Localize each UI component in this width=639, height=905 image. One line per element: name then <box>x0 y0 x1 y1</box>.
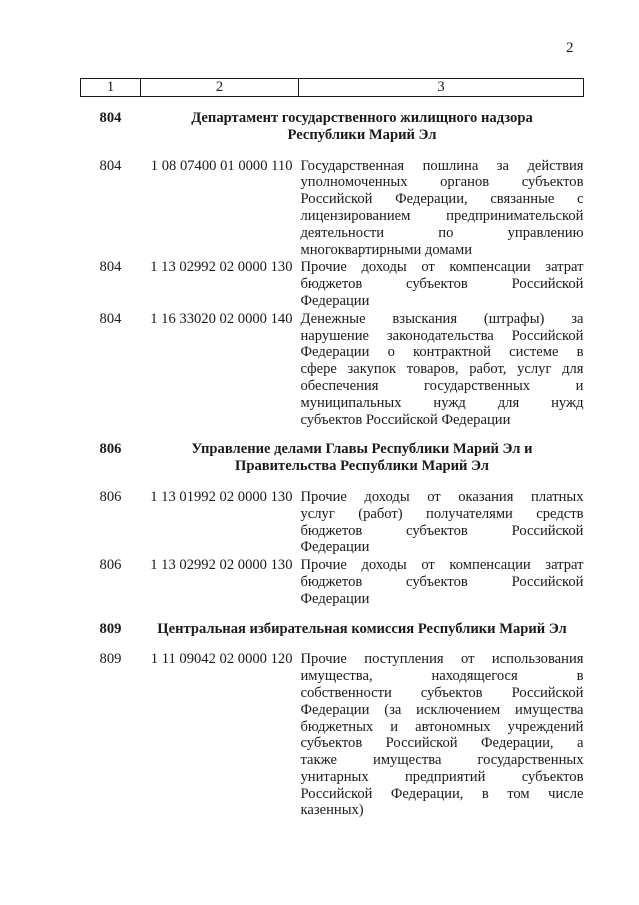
table-header-row <box>81 79 584 97</box>
group-title <box>141 429 584 489</box>
revenue-code-cell: 1 13 02992 02 0000 130 <box>150 259 293 276</box>
page-number: 2 <box>566 40 574 56</box>
revenue-code-cell: 1 13 01992 02 0000 130 <box>150 488 293 505</box>
description-line: Федерации <box>300 590 370 607</box>
group-title-line: Республики Марий Эл <box>287 126 437 143</box>
description-line: Прочие поступления от использования <box>300 651 584 668</box>
description-line: Федерации <box>300 292 370 309</box>
description-line: бюджетных и автономных учреждений <box>300 718 584 735</box>
column-header-1: 1 <box>81 79 141 97</box>
group-header-row <box>81 609 584 652</box>
description-line: Прочие доходы от компенсации затрат <box>300 557 584 574</box>
description-line: уполномоченных органов субъектов <box>300 174 584 191</box>
table-row <box>81 259 584 310</box>
description-line: Российской Федерации, в том числе <box>300 785 584 802</box>
description-line: Прочие доходы от оказания платных <box>300 488 584 505</box>
table-row <box>81 158 584 260</box>
description-line: обеспечения государственных и <box>300 377 584 394</box>
description-line: Федерации <box>300 539 370 556</box>
description-line: муниципальных нужд для нужд <box>300 394 584 411</box>
description-cell <box>299 489 584 557</box>
group-title <box>141 609 584 652</box>
description-line: деятельности по управлению <box>300 224 584 241</box>
column-header-2: 2 <box>141 79 299 97</box>
group-admin-code: 804 <box>99 110 122 126</box>
description-line: Государственная пошлина за действия <box>300 157 584 174</box>
group-title-line: Управление делами Главы Республики Марий Эл и <box>191 441 533 458</box>
group-header-row <box>81 97 584 158</box>
table-row <box>81 311 584 430</box>
description-line: услуг (работ) получателями средств <box>300 505 584 522</box>
admin-code-cell: 806 <box>99 488 122 505</box>
admin-code-cell: 809 <box>99 651 122 668</box>
group-title-line: Правительства Республики Марий Эл <box>235 458 489 475</box>
column-header-3: 3 <box>299 79 584 97</box>
admin-code-cell: 804 <box>99 157 122 174</box>
table-row <box>81 489 584 557</box>
table-row <box>81 557 584 608</box>
admin-code-cell: 806 <box>99 557 122 574</box>
group-title-line: Департамент государственного жилищного надзора <box>191 110 533 126</box>
description-line: лицензированием предпринимательской <box>300 207 584 224</box>
revenue-code-cell: 1 08 07400 01 0000 110 <box>150 157 293 174</box>
description-line: многоквартирными домами <box>300 241 473 258</box>
description-cell <box>299 311 584 430</box>
table-row <box>81 651 584 820</box>
admin-code-cell: 804 <box>99 259 122 276</box>
group-admin-code: 809 <box>99 620 122 637</box>
description-line: Прочие доходы от компенсации затрат <box>300 259 584 276</box>
description-line: также имущества государственных <box>300 752 584 769</box>
description-line: унитарных предприятий субъектов <box>300 768 584 785</box>
description-line: Федерации (за исключением имущества <box>300 701 584 718</box>
description-line: Российской Федерации, связанные с <box>300 191 584 208</box>
admin-code-cell: 804 <box>99 310 122 327</box>
description-line: Федерации о контрактной системе в <box>300 344 584 361</box>
revenue-code-cell: 1 13 02992 02 0000 130 <box>150 557 293 574</box>
description-line: казенных) <box>300 802 364 819</box>
description-line: бюджетов субъектов Российской <box>300 573 584 590</box>
revenue-code-cell: 1 11 09042 02 0000 120 <box>150 651 293 668</box>
description-line: субъектов Российской Федерации <box>300 411 511 428</box>
group-title-line: Центральная избирательная комиссия Республики Марий Эл <box>157 620 567 637</box>
group-title <box>141 97 584 158</box>
revenue-codes-table <box>80 78 584 820</box>
description-cell <box>299 651 584 820</box>
description-line: бюджетов субъектов Российской <box>300 522 584 539</box>
description-line: сфере закупок товаров, работ, услуг для <box>300 361 584 378</box>
description-cell <box>299 557 584 608</box>
description-line: субъектов Российской Федерации, а <box>300 735 584 752</box>
group-header-row <box>81 429 584 489</box>
revenue-code-cell: 1 16 33020 02 0000 140 <box>150 310 293 327</box>
description-line: бюджетов субъектов Российской <box>300 276 584 293</box>
description-cell <box>299 259 584 310</box>
description-line: Денежные взыскания (штрафы) за <box>300 310 584 327</box>
description-line: имущества, находящегося в <box>300 668 584 685</box>
description-line: нарушение законодательства Российской <box>300 327 584 344</box>
description-line: собственности субъектов Российской <box>300 684 584 701</box>
group-admin-code: 806 <box>99 441 122 458</box>
description-cell <box>299 158 584 260</box>
